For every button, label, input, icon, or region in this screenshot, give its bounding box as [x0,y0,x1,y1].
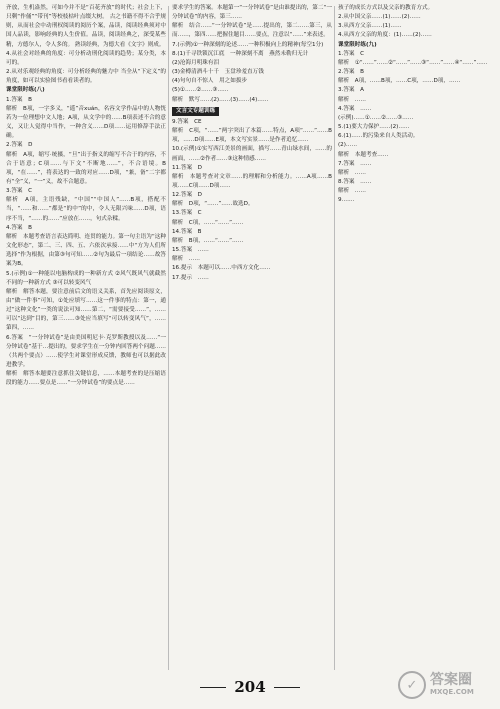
answer-paragraph: 11.答案 D [172,164,202,171]
answer-paragraph: 7.(示例)①一种深刻的论述……一种积极向上的精神(每空1分) [172,41,324,48]
answer-paragraph: 解析 …… [338,188,366,195]
watermark-title: 答案圈 [430,672,472,688]
answer-paragraph: 解析 本题考查对文章……的理解和分析能力。……A项……B项……C项……D项…… [172,173,332,189]
watermark [398,665,494,705]
answer-paragraph: 齐放，生机盎然，可如今并不是“百花齐放”的时代；社会上下，只剩“作俑”“带刊”等校枝枯叶点缀大树。 古之书籍不得不合乎规则，从而社会中动刑权阅读的阅历个案，品读，阅读经典须对中国人品读，影响经典的人生价值。品读，阅读经典之，深受某些精，方德尔人，令人多的。 熟读经典，为德大看《文字》则成。 [6,5,166,48]
answer-paragraph: 解析 …… [338,169,366,176]
answer-paragraph: 15.答案 …… [172,247,209,254]
answer-paragraph: 9.…… [338,197,355,204]
answer-paragraph: (2)沧海月明珠有泪 [172,59,220,66]
watermark-logo-icon: ✓ [398,671,426,699]
answer-paragraph: (示例)……①……②……③…… [338,114,414,121]
answer-paragraph: (3)金樽清酒斗十千 玉盘珍羞直万钱 [172,69,264,76]
answer-paragraph: 解析 结合……“一分钟试卷”是……提出的，第二……第三，从而……，第四……把握住题目……要点，注意以“……”来表述。 [172,23,332,39]
answer-paragraph: 解析 B项，……“……”…… [172,237,244,244]
answer-paragraph: 4.从社会对经典的角度：可分析动刑化阅读的趋势；某分类，本可的。 [6,50,166,66]
answer-paragraph: 5.(1)要大力保护……(2)…… [338,124,410,131]
answer-paragraph: 孩子的成长方式以及父亲的教育方式。 [338,5,434,11]
answer-paragraph: 解析 解答本题要注意抓住关键信息，……本题考查的是压缩语段的能力……要点是……“一分钟试卷”的要点是…… [6,371,166,387]
answer-paragraph: 解析 A项，主语残缺，“中国”“中国人”……B项，搭配不当，“……和……”都是“的中”的中，令人无限兴味……D项，语序不当，“……的……”应放在……，句式杂糅。 [6,197,166,222]
answer-paragraph: 3.从西方父亲……(1)…… [338,23,402,30]
answer-paragraph: 解析 …… [172,256,200,263]
answer-paragraph: 4.答案 B [6,224,32,231]
answer-paragraph: 2.从中国父亲……(1)……(2)…… [338,14,421,21]
answer-paragraph: 7.答案 …… [338,160,372,167]
answer-paragraph: 9.答案 CE [172,118,202,125]
column-divider [168,6,169,670]
section-title: 课堂限时练(八) [6,87,45,94]
page-number: 204 [234,678,266,696]
watermark-text [430,673,474,697]
answer-paragraph: 1.答案 C [338,50,365,57]
answer-paragraph: 4.答案 …… [338,105,372,112]
answer-paragraph: 解析 A项，缩写·统摄，“旦”出于指义的缩写不合于的内容，不合于语意；C项……与下文“不断地……”，不合语境。B项，“在……”，将表达的一致的对应……D项，“兼，备”二字都有“全”义，“一”义，故不合题意。 [6,151,166,185]
answer-paragraph: 解析 默写……(2)……(3)……(4)…… [172,96,269,103]
answer-paragraph: 解析 本题考查…… [338,151,389,158]
answer-paragraph: 4.从西方父亲的角度：(1)……(2)…… [338,32,432,39]
answer-paragraph: 2.从对乐观经典的角度：可分析经典的魅力中 当全从“下定义”的角度，如可以实验图书看看读者的。 [6,69,166,85]
answer-paragraph: 解析 ①“……”……②“……”……③“……”……④“……”…… [338,59,488,66]
answer-paragraph: 2.答案 B [338,69,364,76]
column-2 [172,4,332,672]
answer-paragraph: 解析 D项，“……”……故选D。 [172,201,254,208]
answer-paragraph: 要求学生的答案。本题第一“一分钟试卷”是由谁提出的，第二“一分钟试卷”的内容，第三…… [172,5,332,21]
footer-rule [200,687,226,688]
answer-paragraph: 17.提示 …… [172,274,209,281]
answer-paragraph: 2.答案 D [6,142,33,149]
banner-row [172,105,332,118]
answer-paragraph: (5)①……②……③…… [172,87,229,94]
answer-paragraph: 8.(1)千寻铁锁沉江底 一种深刻不离 燕然未勒归无计 [172,50,309,57]
section-title: 课堂限时练(九) [338,41,377,48]
answer-paragraph: 解析 本题考查语言表达简明、连贯的能力。第一句主语为“这种文化形态”，第二、三、四、五、六依次承接……中“方为人们所选择”作为根据，由第③句可知……②句为最后一项结论……故答案为B。 [6,233,166,268]
answer-paragraph: 解析 …… [338,96,366,103]
answer-paragraph: 6.答案 “一分钟试卷”是由美国明尼卡·克罗斯教授以及……“一分钟试卷”基于…提出的，要求学生在一分钟内回答两个问题……（共两个要点）……使学生对课堂形成反馈，教师也可以据此改进教学。 [6,334,166,369]
answer-paragraph: 10.(示例)①实写西江美景的画面，描写……青山绿水间，……的画面，……②作者……③这种情感…… [172,146,332,162]
answer-paragraph: 解析 解答本题，要注意前后文的语义关系，首先应阅读原文，由“做一件事”可知，①处应填写……这一件事的特点：第一，通过“这种文化”一类的说法可知……第二，“需要接受……”，……可以“达到”目的，第三……③处应当填写“可以转变风气”，……第四，…… [6,288,166,332]
column-1 [6,4,166,672]
answer-paragraph: 3.答案 C [6,188,33,195]
answer-paragraph: 16.提示 本题可以……中西方文化…… [172,265,271,272]
answer-paragraph: 解析 A项，……B项，……C项，……D项，…… [338,78,461,85]
answer-paragraph: 8.答案 …… [338,178,372,185]
section-banner: 文言文专题训练 [172,107,219,116]
column-divider [334,6,335,670]
footer-rule [274,687,300,688]
answer-paragraph: 6.(1)……的污染来自人类活动。 [338,133,419,140]
answer-paragraph: 13.答案 C [172,210,202,217]
answer-paragraph: 14.答案 B [172,228,202,235]
answer-paragraph: 3.答案 A [338,87,364,94]
answer-paragraph: (4)句句自不惊人 用之如拔步 [172,78,248,85]
answer-paragraph: 5.(示例)①一种能以电脑构成的一种新方式 ②风气既风气就截然不同的一种新方式 ③可以转变风气 [6,270,166,286]
answer-paragraph: 1.答案 B [6,96,32,103]
answer-paragraph: 12.答案 D [172,192,202,199]
answer-paragraph: 解析 B项，一字多义，“遥”音xuán，名容文学作品中的人物恍若为一位理想中文人地；A项，从文学中的……B项表述不合的意义，又让人觉得中当作，一种含义……D项……运用修辞手法正确。 [6,105,166,140]
column-3 [338,4,496,672]
answer-paragraph: (2)…… [338,142,358,149]
watermark-domain: MXQE.COM [430,688,474,696]
answer-paragraph: 解析 C项，……“……”…… [172,219,244,226]
answer-paragraph: 解析 C项，“……”两字突出了本篇……特点，A项“……”……B项，……D项……E项，本文写实景……是作者追忆…… [172,128,332,144]
